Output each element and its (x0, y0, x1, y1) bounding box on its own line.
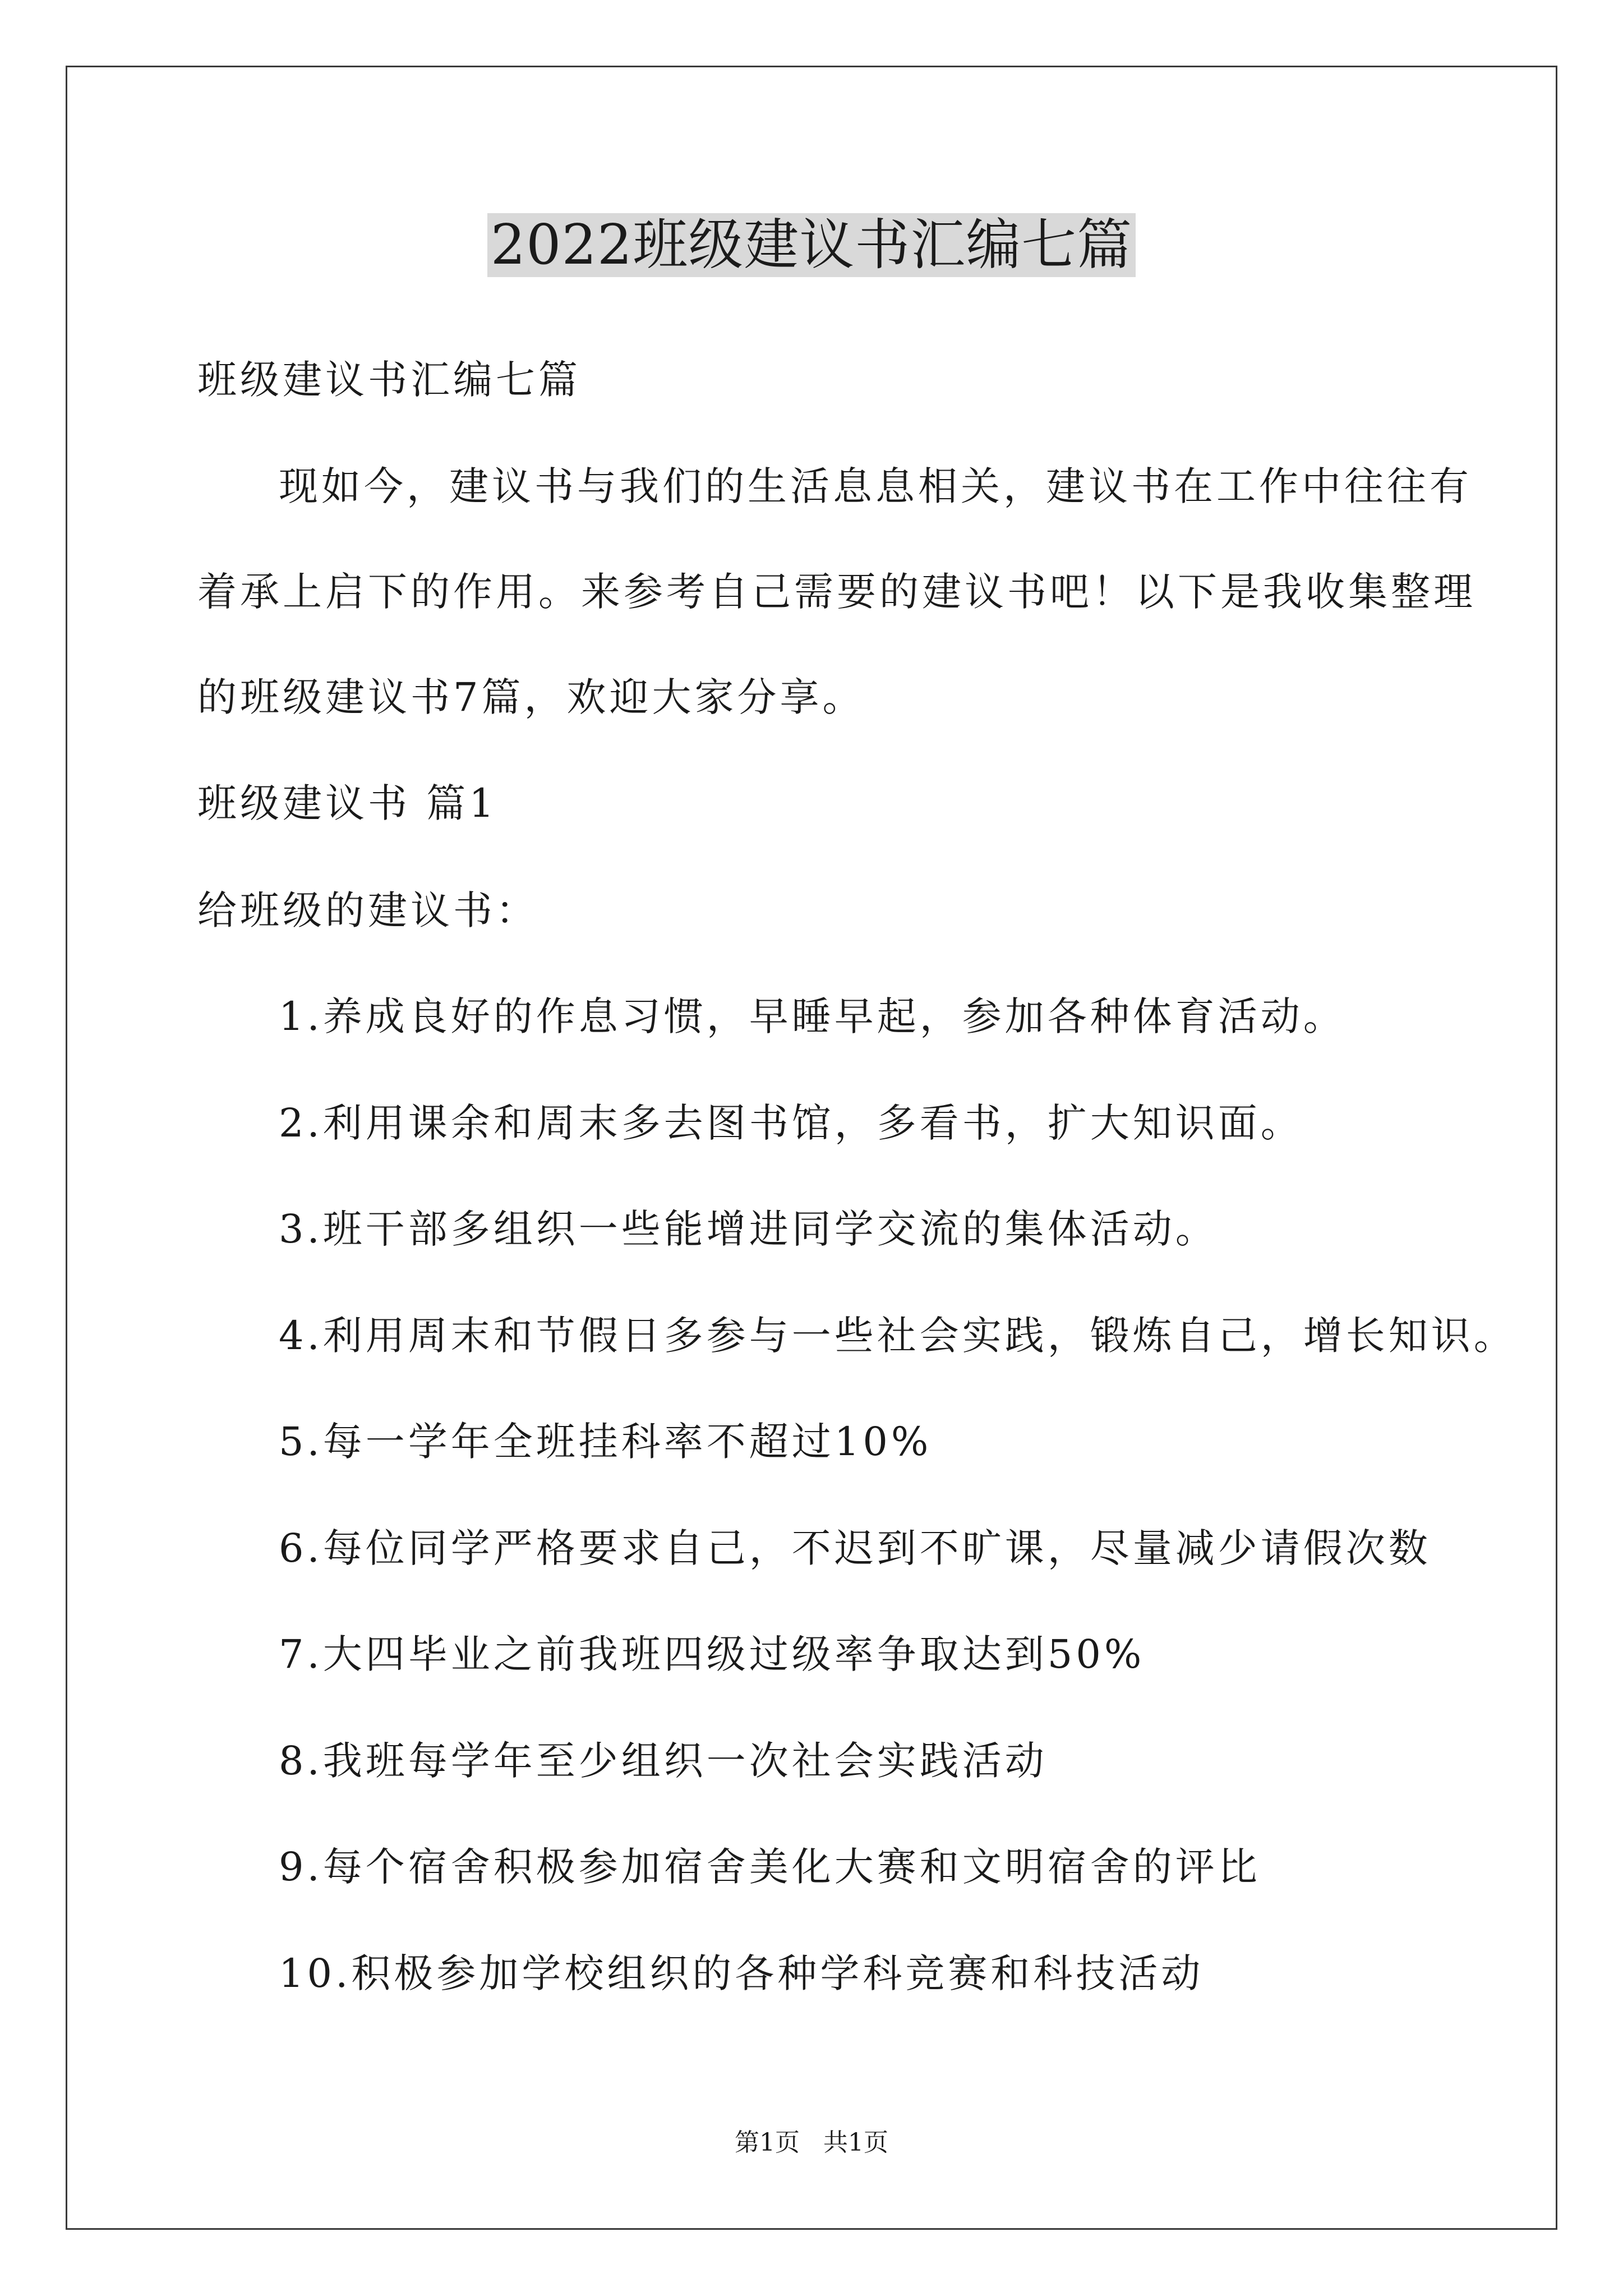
list-item: 6.每位同学严格要求自己，不迟到不旷课，尽量减少请假次数 (279, 1525, 1431, 1571)
list-item: 9.每个宿舍积极参加宿舍美化大赛和文明宿舍的评比 (279, 1844, 1261, 1890)
list-item: 8.我班每学年至少组织一次社会实践活动 (279, 1738, 1048, 1784)
page-footer: 第1页 共1页 (735, 2128, 888, 2157)
list-item: 10.积极参加学校组织的各种学科竞赛和科技活动 (279, 1950, 1204, 1996)
intro-line-1: 现如今，建议书与我们的生活息息相关，建议书在工作中往往有 (279, 463, 1472, 509)
list-item: 3.班干部多组织一些能增进同学交流的集体活动。 (279, 1206, 1218, 1252)
document-title (0, 209, 1623, 282)
list-item: 4.利用周末和节假日多参与一些社会实践，锻炼自己，增长知识。 (279, 1313, 1516, 1359)
list-item: 1.养成良好的作息习惯，早睡早起，参加各种体育活动。 (279, 993, 1346, 1039)
list-item: 5.每一学年全班挂科率不超过10% (279, 1419, 932, 1465)
list-item: 2.利用课余和周末多去图书馆，多看书，扩大知识面。 (279, 1100, 1303, 1146)
intro-line-2: 着承上启下的作用。来参考自己需要的建议书吧！以下是我收集整理 (197, 569, 1476, 615)
list-item: 7.大四毕业之前我班四级过级率争取达到50% (279, 1631, 1145, 1677)
intro-line-3: 的班级建议书7篇，欢迎大家分享。 (197, 674, 865, 720)
section-heading: 班级建议书 篇1 (197, 780, 497, 826)
salutation: 给班级的建议书： (197, 887, 538, 933)
document-title-text: 2022班级建议书汇编七篇 (487, 213, 1136, 277)
document-subtitle: 班级建议书汇编七篇 (197, 357, 581, 403)
